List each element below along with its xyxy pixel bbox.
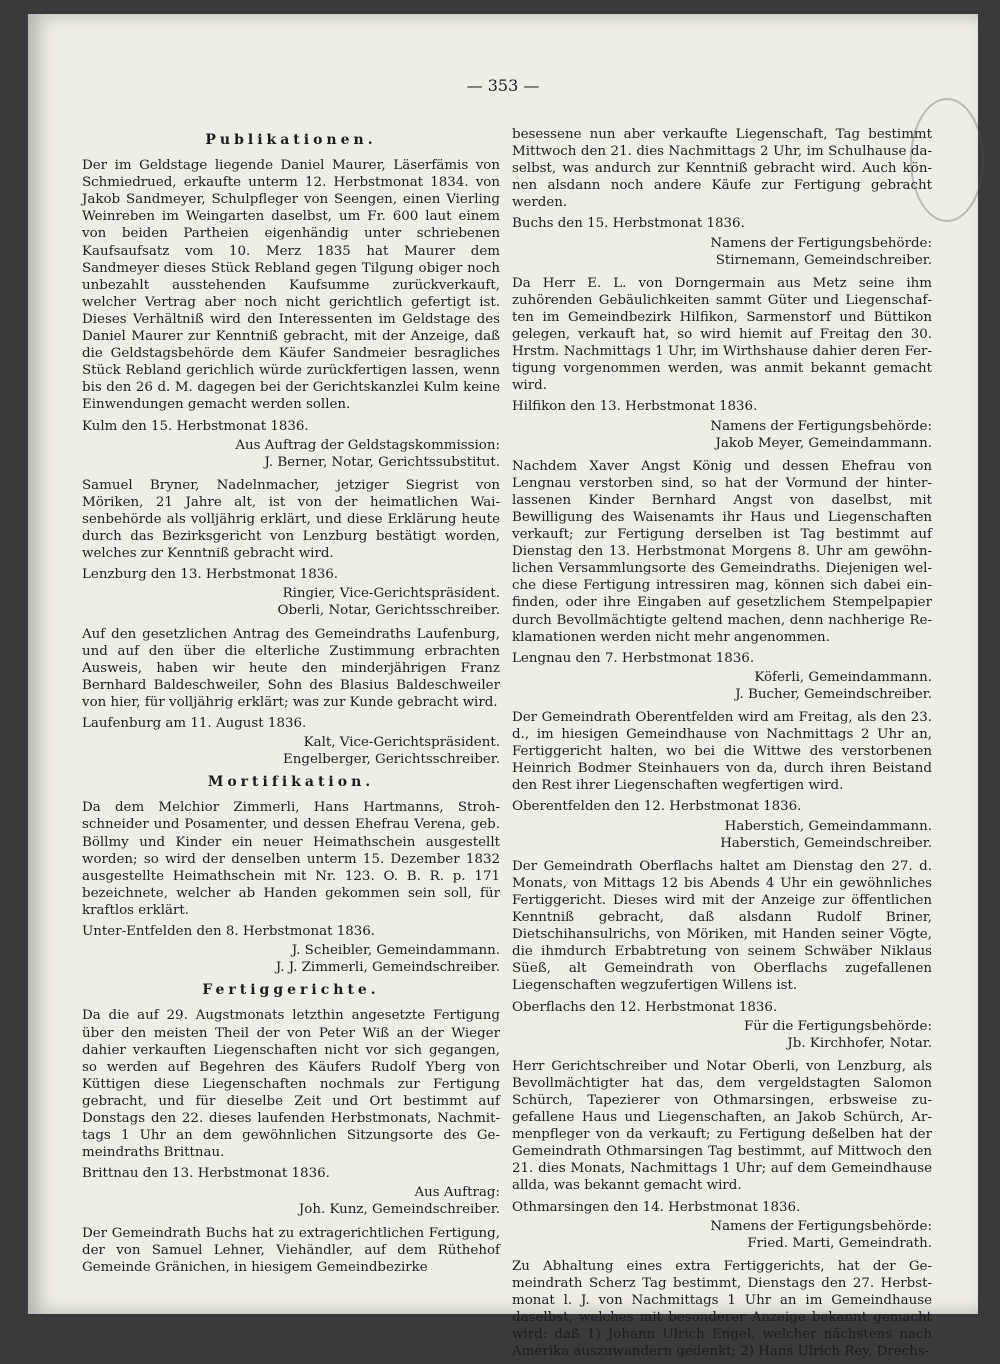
notice-date: Laufenburg am 11. August 1836. <box>82 716 307 731</box>
notice-signature: Namens der Fertigungsbehörde: <box>710 1218 932 1234</box>
notice-signature: Stirnemann, Gemeindschreiber. <box>715 252 932 268</box>
notice-paragraph: besessene nun aber verkaufte Liegenschaft, Tag bestimmt Mittwoch den 21. dies Nachmittags 2 Uhr, im Schulhause daselbst, was andurch zur Kenntniß gebracht wird. Auch können alsdann noch andere Käufe zur Fertigung gebracht werden. <box>512 127 932 211</box>
notice-paragraph: Da dem Melchior Zimmerli, Hans Hartmanns, Strohschneider und Posamenter, und dessen Ehefrau Verena, geb. Böllmy und Kinder ein neuer Heimathschein ausgestellt worden; so wird der denselben unterm 15. Dezember 1832 ausgestellte Heimathschein mit Nr. 123. O. B. R. p. 171 bezeichnete, welcher ab Handen gekommen sein soll, für kraftlos erklärt. <box>82 800 500 918</box>
notice-signature: Für die Fertigungsbehörde: <box>743 1018 932 1034</box>
notice-paragraph: Samuel Bryner, Nadelnmacher, jetziger Siegrist von Möriken, 21 Jahre alt, ist von der heimatlichen Waisenbehörde als volljährig erklärt, und diese Erklärung heute durch das Bezirksgericht von Lenzburg bestätigt worden, welches zur Kenntniß gebracht wird. <box>82 477 500 562</box>
notice-signature: J. Berner, Notar, Gerichtssubstitut. <box>264 454 500 470</box>
notice-date: Oberflachs den 12. Herbstmonat 1836. <box>512 999 778 1015</box>
notice-date: Hilfikon den 13. Herbstmonat 1836. <box>512 399 758 415</box>
notice-signature: Jakob Meyer, Gemeindammann. <box>715 435 932 451</box>
notice-date: Othmarsingen den 14. Herbstmonat 1836. <box>512 1199 801 1215</box>
notice-date: Kulm den 15. Herbstmonat 1836. <box>82 418 309 434</box>
section-heading-publikationen: Publikationen. <box>205 132 377 148</box>
notice-signature: Aus Auftrag der Geldstagskommission: <box>235 437 500 453</box>
notice-signature: Fried. Marti, Gemeindrath. <box>747 1235 932 1251</box>
notice-signature: Ringier, Vice-Gerichtspräsident. <box>282 586 500 602</box>
notice-paragraph: Herr Gerichtschreiber und Notar Oberli, von Lenzburg, als Bevollmächtigter hat das, dem vergeldstagten Salomon Schürch, Tapezierer von Othmarsingen, erbsweise zugefallene Haus und Liegenschaften, an Jakob Schürch, Armenpfleger von da verkauft; zu Fertigung deßelben hat der Gemeindrath Othmarsingen Tag bestimmt, auf Mittwoch den 21. dies Monats, Nachmittags 1 Uhr; auf dem Gemeindhause allda, was bekannt gemacht wird. <box>512 1058 932 1194</box>
notice-date: Unter-Entfelden den 8. Herbstmonat 1836. <box>82 924 376 940</box>
left-column <box>82 126 500 1280</box>
section-heading-fertiggerichte: Fertiggerichte. <box>202 982 380 999</box>
notice-paragraph: Auf den gesetzlichen Antrag des Gemeindraths Laufenburg, und auf den über die elterliche Zustimmung erbrachten Ausweis, haben wir heute den minderjährigen Franz Bernhard Baldeschweiler, Sohn des Blasius Baldeschweiler von hier, für volljährig erklärt; was zur Kunde gebracht wird. <box>82 626 500 710</box>
newspaper-page <box>28 14 978 1360</box>
notice-date: Lenzburg den 13. Herbstmonat 1836. <box>82 567 339 583</box>
notice-paragraph: Da Herr E. L. von Dorngermain aus Metz seine ihm zuhörenden Gebäulichkeiten sammt Güter und Liegenschaften im Gemeindbezirk Hilfikon, Sarmenstorf und Büttikon gelegen, verkauft hat, so wird hiemit auf Freitag den 30. Hrstm. Nachmittags 1 Uhr, im Wirthshause dahier deren Fertigung vorgenommen werden, was anmit bekannt gemacht wird. <box>512 275 932 394</box>
notice-signature: J. Scheibler, Gemeindammann. <box>291 943 500 959</box>
notice-date: Oberentfelden den 12. Herbstmonat 1836. <box>512 799 802 815</box>
notice-signature: Kalt, Vice-Gerichtspräsident. <box>303 735 500 751</box>
notice-paragraph: Der Gemeindrath Buchs hat zu extragerichtlichen Fertigung, der von Samuel Lehner, Viehändler, auf dem Rüthehof Gemeinde Gränichen, in hiesigem Gemeindbezirke <box>82 1225 500 1275</box>
notice-signature: Aus Auftrag: <box>414 1185 500 1201</box>
notice-signature: Köferli, Gemeindammann. <box>754 669 932 685</box>
right-column <box>512 126 932 1364</box>
notice-paragraph: Zu Abhaltung eines extra Fertiggerichts, hat der Gemeindrath Scherz Tag bestimmt, Dienstags den 27. Herbstmonat l. J. von Nachmittags 1 Uhr an im Gemeindhause daselbst, welches mit besonderer Anzeige bekannt gemacht wird: daß 1) Johann Ulrich Engel, welcher nächstens nach Amerika auszuwandern gedenkt; 2) Hans Ulrich Rey, Drechs- <box>512 1258 932 1360</box>
section-heading-mortifikation: Mortifikation. <box>207 774 375 791</box>
notice-signature: J. J. Zimmerli, Gemeindschreiber. <box>275 960 500 976</box>
notice-signature: Haberstich, Gemeindschreiber. <box>720 835 932 851</box>
notice-date: Lengnau den 7. Herbstmonat 1836. <box>512 650 755 666</box>
notice-signature: Namens der Fertigungsbehörde: <box>710 235 932 251</box>
notice-paragraph: Der im Geldstage liegende Daniel Maurer, Läserfämis von Schmiedrued, erkaufte unterm 12. Herbstmonat 1834. von Jakob Sandmeyer, Schulpfleger von Seengen, einen Vierling Weinreben im Weingarten daselbst, um Fr. 600 laut einem von beiden Partheien eigenhändig unter schriebenen Kaufsaufsatz vom 10. Merz 1835 hat Maurer dem Sandmeyer dieses Stück Rebland gegen Tilgung obiger noch unbezahlt ausstehenden Kaufsumme zurückverkauft, welcher Vertrag aber noch nicht gerichtlich gefertigt ist. Dieses Verhältniß wird den Interessenten im Geldstage des Daniel Maurer zur Kenntniß gebracht, mit der Anzeige, daß die Geldstagsbehörde dem Käufer Sandmeier besragliches Stück Rebland gerichlich würde zurückfertigen lassen, wenn bis den 26 d. M. dagegen bei der Gerichtskanzlei Kulm keine Einwendungen gemacht werden sollen. <box>82 158 500 413</box>
notice-signature: J. Bucher, Gemeindschreiber. <box>735 686 932 702</box>
notice-signature: Haberstich, Gemeindammann. <box>724 818 932 834</box>
page-number: — 353 — <box>466 76 540 95</box>
notice-date: Buchs den 15. Herbstmonat 1836. <box>512 216 745 232</box>
notice-signature: Namens der Fertigungsbehörde: <box>710 418 932 434</box>
notice-signature: Engelberger, Gerichtsschreiber. <box>283 752 500 768</box>
notice-signature: Oberli, Notar, Gerichtsschreiber. <box>277 603 500 619</box>
notice-paragraph: Da die auf 29. Augstmonats letzthin angesetzte Fertigung über den meisten Theil der von Peter Wiß an der Wieger dahier verkauften Liegenschaften nicht vor sich gegangen, so werden auf Begehren des Käufers Rudolf Yberg von Küttigen diese Liegenschaften nochmals zur Fertigung gebracht, und für dieselbe Zeit und Ort bestimmt auf Donstags den 22. dieses laufenden Herbstmonats, Nachmittags 1 Uhr an dem gewöhnlichen Sitzungsorte des Gemeindraths Brittnau. <box>82 1008 500 1161</box>
notice-paragraph: Der Gemeindrath Oberentfelden wird am Freitag, als den 23. d., im hiesigen Gemeindhause von Nachmittags 2 Uhr an, Fertiggericht halten, wo bei die Wittwe des verstorbenen Heinrich Bodmer Steinhauers von da, durch ihren Beistand den Rest ihrer Liegenschaften wegfertigen wird. <box>512 710 932 794</box>
notice-signature: Joh. Kunz, Gemeindschreiber. <box>298 1202 500 1218</box>
notice-date: Brittnau den 13. Herbstmonat 1836. <box>82 1166 330 1182</box>
notice-signature: Jb. Kirchhofer, Notar. <box>787 1035 932 1051</box>
notice-paragraph: Der Gemeindrath Oberflachs haltet am Dienstag den 27. d. Monats, von Mittags 12 bis Abends 4 Uhr ein gewöhnliches Fertiggericht. Dieses wird mit der Anzeige zur öffentlichen Kenntniß gebracht, daß alsdann Rudolf Briner, Dietschihansulrichs, von Möriken, mit Handen seiner Vögte, die ihmdurch Erbabtretung von seinem Schwäber Niklaus Süeß, alt Gemeindrath von Oberflachs zugefallenen Liegenschaften wegzufertigen Willens ist. <box>512 858 932 994</box>
notice-paragraph: Nachdem Xaver Angst König und dessen Ehefrau von Lengnau verstorben sind, so hat der Vormund der hinterlassenen Kinder Bernhard Angst von daselbst, mit Bewilligung des Waisenamts ihr Haus und Liegenschaften verkauft; zur Fertigung derselben ist Tag bestimmt auf Dienstag den 13. Herbstmonat Morgens 8. Uhr am gewöhnlichen Versammlungsorte des Gemeindraths. Diejenigen welche diese Fertigung intressiren mag, können sich dabei einfinden, oder ihre Eingaben auf gesetzlichem Stempelpapier durch Bevollmächtigte geltend machen, denn nachherige Reklamationen werden nicht mehr angenommen. <box>512 458 932 645</box>
